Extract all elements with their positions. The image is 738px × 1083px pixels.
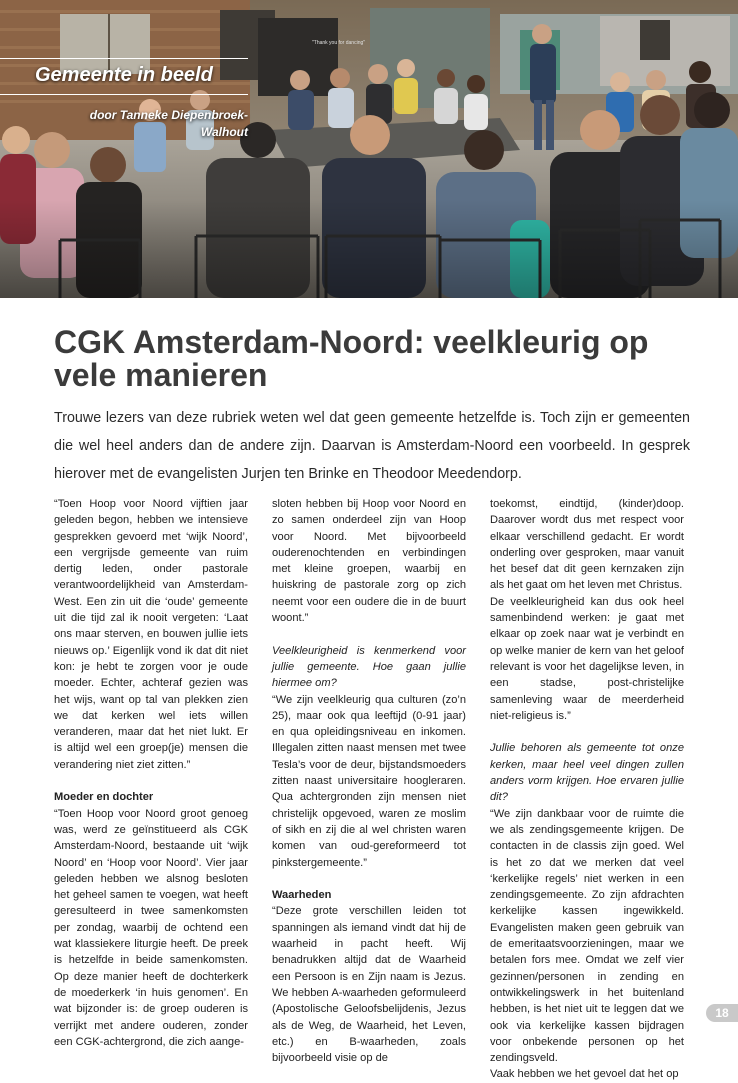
column-1: [54, 496, 248, 1050]
paragraph: “We zijn dankbaar voor de ruimte die we als zendingsgemeente krijgen. De contacten in de classis zijn goed. Wel is het zo dat we merken dat veel ‘kerkelijke regels’ niet werken in een zendingsgemeente. Zo zijn afdrachten kerkelijke kassen ingewikkeld. Evangelisten maken geen gebruik van de emeritaatsvoorzieningen, maar we betalen fors mee. Omdat we zelf vier gezinnen/personen in zending en ontwikkelingswerk in het buitenland hebben, is het niet uit te leggen dat we ook via kerkelijke kassen bijdragen voor onbekende personen op het zendingsveld.: [490, 807, 684, 1065]
subheading-waarheden: Waarheden: [272, 889, 332, 902]
subheading-moeder-en-dochter: Moeder en dochter: [54, 791, 154, 804]
header-photo: [0, 0, 738, 298]
paragraph: “Deze grote verschillen leiden tot spanningen als iemand vindt dat hij de waarheid in pacht heeft. Wij benadrukken altijd dat de Waarheid een Persoon is en Zijn naam is Jezus. We hebben A-waarheden geformuleerd (Apostolische Geloofsbelijdenis, Jezus als de Weg, de Waarheid, het Leven, etc.) en B-waarheden, zoals bijvoorbeeld visie op de: [272, 905, 466, 1065]
author-byline: door Tanneke Diepenbroek-Walhout: [89, 108, 248, 139]
paragraph: De veelkleurigheid kan dus ook heel samenbindend werken: je gaat met elkaar op zoek naar wat je verbindt en op welke manier de kern van het geloof relevant is voor het dagelijkse leven, in een stadse, post-christelijke samenleving waar de meerderheid niet-religieus is.”: [490, 595, 684, 722]
article-intro: Trouwe lezers van deze rubriek weten wel dat geen gemeente hetzelfde is. Toch zijn er gemeenten die wel heel anders dan de andere zijn. Daarvan is Amsterdam-Noord een voorbeeld. In gesprek hierover met de evangelisten Jurjen ten Brinke en Theodoor Meedendorp.: [54, 410, 690, 482]
page-number: 18: [706, 1004, 738, 1022]
article-title: CGK Amsterdam-Noord: veelkleurig op vele manieren: [54, 324, 649, 393]
column-3: [490, 496, 684, 1083]
rubric-rule-top: [0, 58, 248, 59]
paragraph: “Toen Hoop voor Noord vijftien jaar geleden begon, hebben we intensieve gesprekken gevoerd met ‘wijk Noord’, een vergrijsde gemeente van ruim dertig leden, onder pastorale verantwoordelijkheid van Amsterdam-West. Een zin uit die ‘oude’ gemeente uit die tijd zal ik nooit vergeten: ‘Laat ons maar sterven, en bouwen jullie iets nieuws op.’ Eigenlijk vond ik dat dit niet kon: je hebt te zorgen voor je oude moeder. Echter, achteraf gezien was het wijs, want op tal van plekken zien we dat kerken wel iets willen veranderen, maar dat het niet lukt. Er is altijd wel een groep(je) mensen die verandering niet ziet zitten.”: [54, 498, 248, 771]
rubric-label: Gemeente in beeld: [35, 64, 213, 86]
interview-question: Veelkleurigheid is kenmerkend voor jullie gemeente. Hoe gaan jullie hiermee om?: [272, 644, 466, 690]
column-2: [272, 496, 466, 1066]
paragraph: “We zijn veelkleurig qua culturen (zo’n 25), maar ook qua leeftijd (0-91 jaar) en qua opleidingsniveau en inkomen. Illegalen zitten naast mensen met twee Tesla’s voor de deur, bijstandsmoeders zitten naast universitaire hoogleraren. Qua achtergronden zijn mensen niet christelijk opgevoed, waren ze moslim of sikh en zij die al wel christen waren komen van oud-gereformeerd tot pinkstergemeente.”: [272, 693, 466, 869]
paragraph: toekomst, eindtijd, (kinder)doop. Daarover wordt dus met respect voor elkaar verschillend gedacht. Er wordt onderling over gesproken, maar vanuit het besef dat dit geen kernzaken zijn als het gaat om het leven met Christus.: [490, 498, 684, 592]
interview-question: Jullie behoren als gemeente tot onze kerken, maar heel veel dingen zullen anders vorm krijgen. Hoe ervaren jullie dit?: [490, 742, 684, 804]
rubric-rule-bottom: [0, 94, 248, 95]
paragraph: “Toen Hoop voor Noord groot genoeg was, werd ze geïnstitueerd als CGK Amsterdam-Noord, bestaande uit ‘wijk Noord’ en ‘Hoop voor Noord’. Vier jaar geleden hebben we alsnog besloten het geheel samen te voegen, wat heeft geresulteerd in twee samenkomsten per zondag, waarbij de ochtend een wat klassiekere liturgie heeft. De preek is hetzelfde in beide samenkomsten. Op deze manier heeft de dochterkerk de moederkerk ‘in huis genomen’. En wat bijzonder is: de groep ouderen is verrijkt met andere ouderen, zonder een CGK-achtergrond, die zich aange-: [54, 807, 248, 1048]
paragraph: Vaak hebben we het gevoel dat het op: [490, 1068, 679, 1081]
paragraph: sloten hebben bij Hoop voor Noord en zo samen onderdeel zijn van Hoop voor Noord. Met bijvoorbeeld ouderenochtenden en verbindingen met kleine groepen, waarbij en huiskring de pastorale zorg op zich neemt voor een oudere die in de buurt woont.”: [272, 498, 466, 625]
chalkboard-sign: "Thank you for dancing": [312, 40, 366, 46]
